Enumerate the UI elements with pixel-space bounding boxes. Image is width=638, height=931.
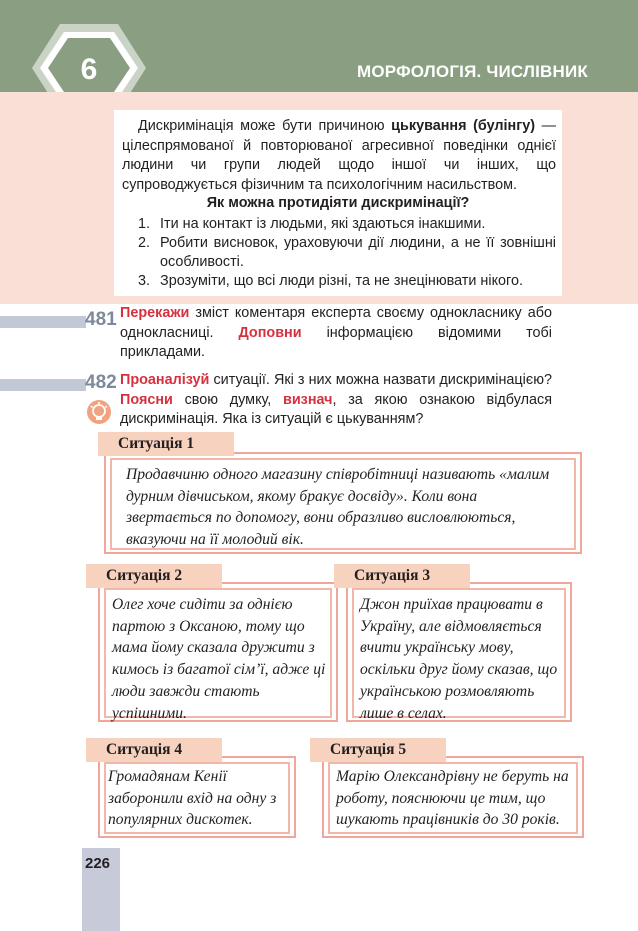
- task-number: 482: [85, 372, 117, 393]
- list-item: 3. Зрозуміти, що всі люди різні, та не знецінювати нікого.: [138, 273, 523, 289]
- task-482-text: Проаналізуй ситуації. Які з них можна назвати дискримінацією? Поясни свою думку, визнач, за якою ознакою відбулася дискримінація. Яка із ситуацій є цькуванням?: [120, 372, 552, 427]
- list-item: 1. Іти на контакт із людьми, які здаються інакшими.: [138, 216, 486, 232]
- situation-3-text: Джон приїхав працювати в Україну, але відмовляється вчити українську мову, оскільки друг йому сказав, що українською розмовляють лише в селах.: [360, 596, 558, 722]
- situation-5-label: Ситуація 5: [310, 738, 446, 762]
- situation-3-label: Ситуація 3: [334, 564, 470, 588]
- page-number: 226: [85, 855, 111, 872]
- situation-1-text: Продавчиню одного магазину співробітниці називають «малим дурним дівчиськом, якому бракує досвіду». Коли вона звертається по допомогу, вони образливо висловлюються, вказуючи на її молодий вік.: [126, 466, 550, 549]
- situation-2-label: Ситуація 2: [86, 564, 222, 588]
- task-bar: [0, 379, 86, 391]
- list-item: 2. Робити висновок, ураховуючи дії людини, а не її зовнішні особливості.: [138, 235, 556, 270]
- situation-2-text: Олег хоче сидіти за однією партою з Оксаною, тому що мама йому сказала дружити з кимось із багатої сім’ї, адже ці люди завжди стають успішними.: [112, 596, 326, 722]
- chapter-number: 6: [80, 53, 98, 86]
- situation-1-label: Ситуація 1: [98, 432, 234, 456]
- situation-4-text: Громадянам Кенії заборонили вхід на одну з популярних дискотек.: [108, 768, 277, 829]
- info-question: Як можна протидіяти дискримінації?: [206, 195, 470, 211]
- info-paragraph: Дискримінація може бути причиною цькування (булінгу) — цілеспрямованої й повторюваної агресивної поведінки однієї людини чи групи людей щодо іншої чи інших, що супроводжується фізичним та психологічним насильством.: [122, 118, 557, 193]
- task-481-text: Перекажи зміст коментаря експерта своєму однокласнику або однокласниці. Доповни інформацією відомими тобі прикладами.: [120, 305, 552, 360]
- situation-5-text: Марію Олександрівну не беруть на роботу, пояснюючи це тим, що шукають працівників до 30 років.: [336, 768, 569, 829]
- task-bar: [0, 316, 86, 328]
- chapter-title: МОРФОЛОГІЯ. ЧИСЛІВНИК: [356, 62, 588, 81]
- lightbulb-icon: [86, 399, 112, 425]
- task-number: 481: [85, 309, 117, 330]
- steps-list: [138, 215, 556, 291]
- situation-4-label: Ситуація 4: [86, 738, 222, 762]
- term-bullying: цькування (булінгу): [391, 118, 536, 134]
